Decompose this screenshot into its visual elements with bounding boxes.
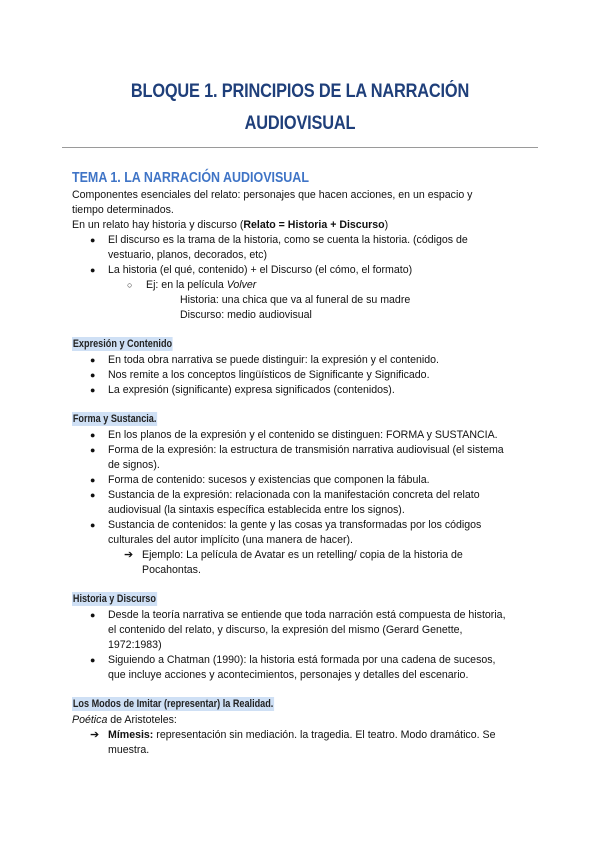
tema1-heading: TEMA 1. LA NARRACIÓN AUDIOVISUAL [72, 170, 309, 186]
list-item-text: culturales del autor implícito (una manera de hacer). [108, 534, 353, 546]
list-item [72, 653, 528, 683]
poetica-title: Poética [72, 714, 108, 726]
list-item [72, 488, 528, 518]
bullet-icon: ● [90, 430, 96, 440]
modos-heading: Los Modos de Imitar (representar) la Realidad. [72, 698, 274, 710]
forma-bullets [72, 428, 528, 578]
intro-line1: Componentes esenciales del relato: personajes que hacen acciones, en un espacio y [72, 189, 473, 201]
list-item-text: El discurso es la trama de la historia, como se cuenta la historia. (códigos de [108, 234, 468, 246]
forma-heading: Forma y Sustancia. [72, 413, 157, 425]
bullet-icon: ● [90, 490, 96, 500]
example-film: Volver [226, 279, 257, 291]
arrow-icon: ➔ [124, 549, 134, 561]
list-item-text: Siguiendo a Chatman (1990): la historia está formada por una cadena de sucesos, [108, 654, 496, 666]
example-discurso: Discurso: medio audiovisual [180, 309, 312, 321]
list-item-text: 1972:1983) [108, 639, 162, 651]
bullet-icon: ● [90, 475, 96, 485]
page-title-line2: AUDIOVISUAL [244, 113, 356, 134]
relato-suffix: ) [384, 219, 389, 231]
historia-heading: Historia y Discurso [72, 593, 156, 605]
list-item-text: Pocahontas. [142, 564, 201, 576]
list-item-nested [72, 278, 528, 293]
list-item-nested [72, 548, 528, 578]
example-prefix: Ej: en la película [146, 279, 227, 291]
bullet-icon: ● [90, 265, 96, 275]
list-item-text: muestra. [108, 744, 150, 756]
list-item-text: En toda obra narrativa se puede distinguir: la expresión y el contenido. [108, 354, 439, 366]
mimesis-term: Mímesis: [108, 729, 154, 741]
bullet-icon: ● [90, 370, 96, 380]
list-item [72, 233, 528, 263]
historia-bullets [72, 608, 528, 683]
modos-bullets [72, 728, 528, 758]
list-item-text: de signos). [108, 459, 160, 471]
list-item [72, 608, 528, 653]
list-item [72, 728, 528, 758]
list-item [72, 368, 528, 383]
list-item [72, 518, 528, 548]
tema1-section [72, 188, 528, 323]
list-item-text: Sustancia de la expresión: relacionada con la manifestación concreta del relato [108, 489, 480, 501]
bullet-icon: ● [90, 385, 96, 395]
list-item-text: Forma de contenido: sucesos y existencias que componen la fábula. [108, 474, 430, 486]
relato-formula: Relato = Historia + Discurso [243, 219, 385, 231]
bullet-icon: ● [90, 355, 96, 365]
bullet-icon: ● [90, 235, 96, 245]
arrow-icon: ➔ [90, 729, 100, 741]
bullet-icon: ● [90, 520, 96, 530]
list-item-text: el contenido del relato, y discurso, la expresión del mismo (Gerard Genette, [108, 624, 463, 636]
poetica-line [72, 713, 528, 728]
bullet-icon: ● [90, 610, 96, 620]
circle-bullet-icon: ○ [127, 280, 133, 290]
list-item-text: Sustancia de contenidos: la gente y las cosas ya transformadas por los códigos [108, 519, 482, 531]
list-item [72, 383, 528, 398]
list-item-text: Nos remite a los conceptos lingüísticos de Significante y Significado. [108, 369, 430, 381]
relato-line [72, 218, 528, 233]
list-item-text: En los planos de la expresión y el contenido se distinguen: FORMA y SUSTANCIA. [108, 429, 498, 441]
list-item-text: Forma de la expresión: la estructura de transmisión narrativa audiovisual (el sistema [108, 444, 504, 456]
list-item [72, 263, 528, 278]
bullet-icon: ● [90, 445, 96, 455]
list-item-text: representación sin mediación. la tragedia. El teatro. Modo dramático. Se [153, 729, 496, 741]
list-item-text: Ejemplo: La película de Avatar es un retelling/ copia de la historia de [142, 549, 463, 561]
list-item-text: La historia (el qué, contenido) + el Discurso (el cómo, el formato) [108, 264, 413, 276]
list-item-text: audiovisual (la sintaxis específica establecida entre los signos). [108, 504, 405, 516]
list-item-text: Desde la teoría narrativa se entiende que toda narración está compuesta de historia, [108, 609, 506, 621]
list-item [72, 353, 528, 368]
list-item-text: que incluye acciones y acontecimientos, personajes y detalles del escenario. [108, 669, 469, 681]
intro-line2: tiempo determinados. [72, 204, 174, 216]
list-item [72, 473, 528, 488]
title-divider [62, 147, 538, 148]
poetica-rest: de Aristoteles: [107, 714, 177, 726]
bullet-icon: ● [90, 655, 96, 665]
expresion-heading: Expresión y Contenido [72, 338, 173, 350]
list-item [72, 443, 528, 473]
page-title-line1: BLOQUE 1. PRINCIPIOS DE LA NARRACIÓN [130, 81, 470, 102]
list-item-text: La expresión (significante) expresa significados (contenidos). [108, 384, 395, 396]
list-item [72, 428, 528, 443]
list-item-text: vestuario, planos, decorados, etc) [108, 249, 267, 261]
relato-prefix: En un relato hay historia y discurso ( [72, 219, 244, 231]
example-historia: Historia: una chica que va al funeral de su madre [180, 294, 411, 306]
tema1-bullets [72, 233, 528, 293]
page-title [104, 0, 496, 140]
expresion-bullets [72, 353, 528, 398]
